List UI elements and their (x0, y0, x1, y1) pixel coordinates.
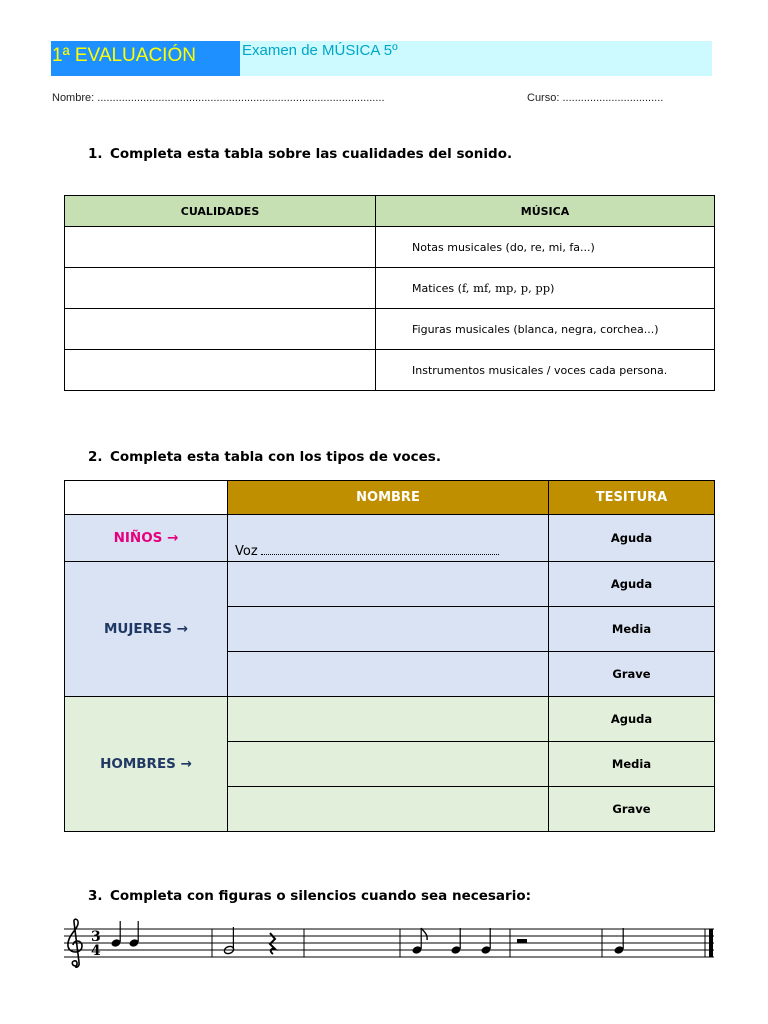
matices-close: ) (550, 282, 555, 295)
time-signature-bottom: 4 (91, 943, 101, 959)
answer-cell[interactable] (228, 697, 549, 742)
tesitura-cell: Grave (549, 787, 715, 832)
tesitura-cell: Grave (549, 652, 715, 697)
musica-cell (376, 268, 715, 309)
header-tesitura: TESITURA (549, 481, 715, 515)
exam-subtitle: Examen de MÚSICA 5º (240, 41, 712, 76)
tesitura-cell: Aguda (549, 697, 715, 742)
answer-cell[interactable] (228, 742, 549, 787)
quarter-note (481, 928, 492, 955)
arrow-right-icon: → (167, 530, 179, 546)
quarter-note (451, 928, 462, 955)
curso-dots: ................................. (562, 92, 664, 104)
curso-label: Curso: (527, 92, 560, 104)
answer-cell[interactable] (65, 309, 376, 350)
cualidades-table (64, 195, 715, 391)
table-row (65, 562, 715, 607)
music-staff (64, 918, 716, 970)
tesitura-cell: Media (549, 742, 715, 787)
question-text: Completa esta tabla sobre las cualidades del sonido. (110, 146, 513, 162)
question-1 (88, 146, 512, 162)
header-blank (65, 481, 228, 515)
nombre-label: Nombre: (52, 92, 95, 104)
matices-label: Matices ( (412, 282, 462, 295)
answer-cell[interactable] (228, 652, 549, 697)
table-row (65, 350, 715, 391)
answer-cell[interactable] (65, 350, 376, 391)
group-label-mujeres: MUJERES → (65, 562, 228, 697)
question-number: 2. (88, 449, 103, 465)
quarter-note (111, 921, 122, 948)
curso-field[interactable] (527, 92, 663, 104)
table-row (65, 309, 715, 350)
header-nombre: NOMBRE (228, 481, 549, 515)
table-row (65, 697, 715, 742)
voces-table (64, 480, 715, 832)
question-number: 1. (88, 146, 103, 162)
half-note (223, 927, 234, 955)
arrow-right-icon: → (176, 621, 188, 637)
arrow-right-icon: → (180, 756, 192, 772)
voz-answer-cell[interactable] (228, 515, 549, 562)
nombre-dots: .............................................................................................. (97, 92, 385, 104)
group-label-hombres: HOMBRES → (65, 697, 228, 832)
half-rest-icon (517, 939, 527, 943)
evaluation-title: 1ª EVALUACIÓN (51, 41, 240, 76)
question-text: Completa con figuras o silencios cuando sea necesario: (110, 888, 532, 904)
eighth-note (412, 928, 428, 955)
musica-cell: Instrumentos musicales / voces cada persona. (376, 350, 715, 391)
answer-cell[interactable] (65, 227, 376, 268)
nombre-field[interactable] (52, 92, 385, 104)
question-text: Completa esta tabla con los tipos de voces. (110, 449, 441, 465)
answer-cell[interactable] (228, 607, 549, 652)
group-label-ninos: NIÑOS → (65, 515, 228, 562)
table-row (65, 515, 715, 562)
question-3 (88, 888, 531, 904)
tesitura-cell: Aguda (549, 515, 715, 562)
question-number: 3. (88, 888, 103, 904)
time-signature-top: 3 (91, 929, 101, 945)
voz-label: Voz (235, 544, 258, 559)
musica-cell: Figuras musicales (blanca, negra, corchea...) (376, 309, 715, 350)
tesitura-cell: Aguda (549, 562, 715, 607)
quarter-note (129, 921, 140, 948)
tesitura-cell: Media (549, 607, 715, 652)
dotted-line (261, 546, 499, 555)
answer-cell[interactable] (65, 268, 376, 309)
matices-values: f, mf, mp, p, pp (461, 281, 551, 295)
header-cualidades: CUALIDADES (65, 196, 376, 227)
table-row (65, 227, 715, 268)
header-musica: MÚSICA (376, 196, 715, 227)
musica-cell: Notas musicales (do, re, mi, fa...) (376, 227, 715, 268)
quarter-note (614, 928, 625, 955)
answer-cell[interactable] (228, 787, 549, 832)
table-row (65, 268, 715, 309)
answer-cell[interactable] (228, 562, 549, 607)
question-2 (88, 449, 441, 465)
